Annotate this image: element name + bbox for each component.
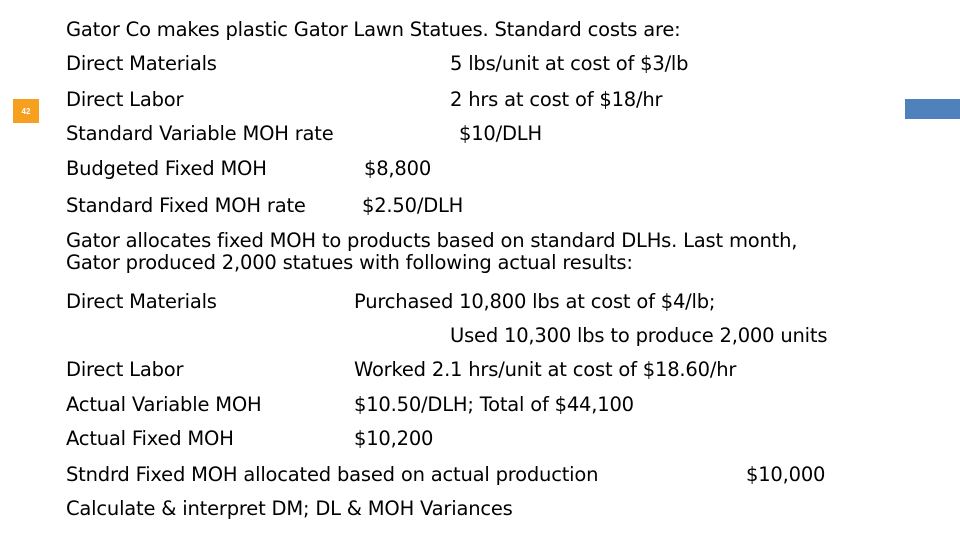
accent-bar xyxy=(905,99,960,119)
allocation-text-1: Gator allocates fixed MOH to products based on standard DLHs. Last month, xyxy=(66,229,798,252)
std-dm-value: 5 lbs/unit at cost of $3/lb xyxy=(450,52,689,75)
act-fmoh-value: $10,200 xyxy=(354,427,434,450)
act-dm-value-2: Used 10,300 lbs to produce 2,000 units xyxy=(450,324,828,347)
allocation-line-2 xyxy=(66,252,633,274)
std-dm-label: Direct Materials xyxy=(66,52,217,75)
allocation-text-2: Gator produced 2,000 statues with following actual results: xyxy=(66,251,633,274)
slide-number-badge xyxy=(13,99,39,123)
act-vmoh-value: $10.50/DLH; Total of $44,100 xyxy=(354,393,634,416)
alloc-fmoh-label: Stndrd Fixed MOH allocated based on actual production xyxy=(66,463,599,486)
intro-text: Gator Co makes plastic Gator Lawn Statues. Standard costs are: xyxy=(66,18,681,41)
budget-fmoh-value: $8,800 xyxy=(364,157,432,180)
std-dl-label: Direct Labor xyxy=(66,88,184,111)
slide-number: 42 xyxy=(21,106,31,116)
act-dm-label: Direct Materials xyxy=(66,290,217,313)
std-vmoh-label: Standard Variable MOH rate xyxy=(66,122,334,145)
allocation-line-1 xyxy=(66,230,797,252)
act-vmoh-label: Actual Variable MOH xyxy=(66,393,262,416)
act-dl-value: Worked 2.1 hrs/unit at cost of $18.60/hr xyxy=(354,358,737,381)
act-dm-value-1: Purchased 10,800 lbs at cost of $4/lb; xyxy=(354,290,716,313)
budget-fmoh-label: Budgeted Fixed MOH xyxy=(66,157,267,180)
std-vmoh-value: $10/DLH xyxy=(459,122,542,145)
act-dl-label: Direct Labor xyxy=(66,358,184,381)
std-fmoh-value: $2.50/DLH xyxy=(362,194,464,217)
std-fmoh-label: Standard Fixed MOH rate xyxy=(66,194,306,217)
std-dl-value: 2 hrs at cost of $18/hr xyxy=(450,88,663,111)
task-text: Calculate & interpret DM; DL & MOH Variances xyxy=(66,497,513,520)
act-fmoh-label: Actual Fixed MOH xyxy=(66,427,234,450)
alloc-fmoh-value: $10,000 xyxy=(746,463,826,486)
